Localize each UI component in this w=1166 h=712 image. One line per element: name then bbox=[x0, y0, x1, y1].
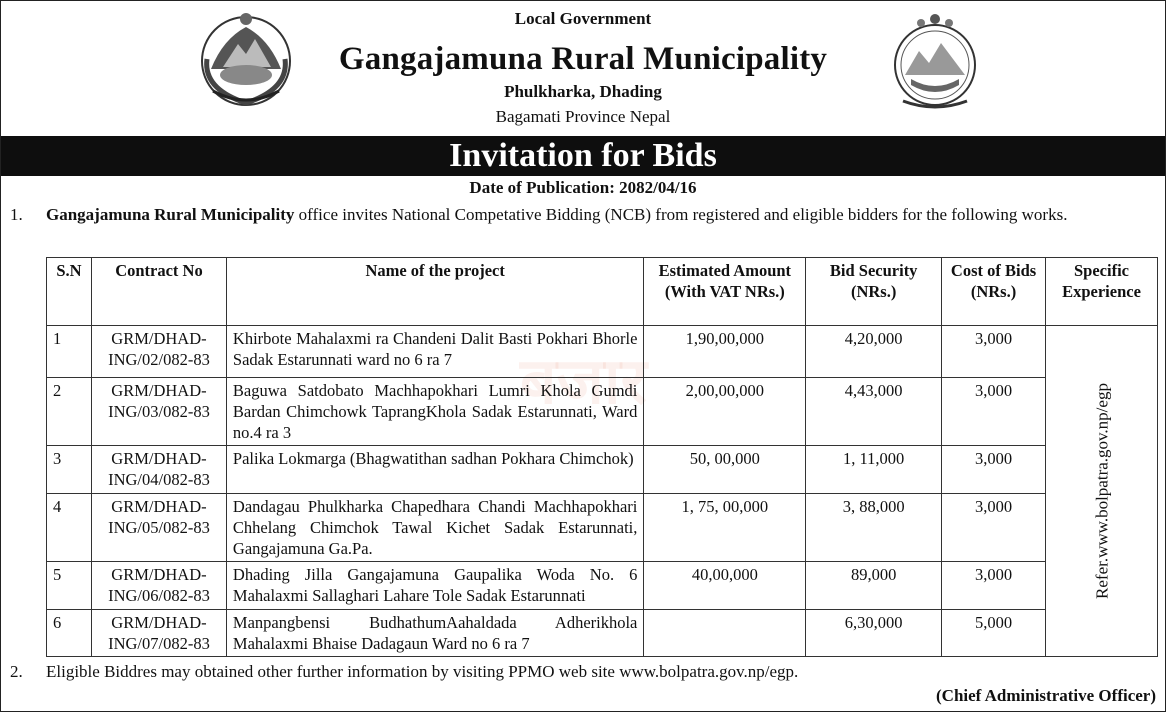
cell-sn: 5 bbox=[47, 561, 92, 609]
cell-cost: 5,000 bbox=[942, 609, 1046, 656]
publication-date: Date of Publication: 2082/04/16 bbox=[469, 178, 697, 197]
cell-sn: 3 bbox=[47, 446, 92, 493]
cell-cost: 3,000 bbox=[942, 378, 1046, 446]
table-row bbox=[47, 378, 1158, 446]
watermark: बजार bbox=[520, 345, 647, 419]
cell-security: 4,20,000 bbox=[806, 326, 942, 378]
cell-experience bbox=[1046, 326, 1158, 657]
paragraph-1-body: office invites National Competative Bidding (NCB) from registered and eligible bidders for the following works. bbox=[294, 205, 1068, 224]
cell-cost: 3,000 bbox=[942, 326, 1046, 378]
header-estimated: Estimated Amount (With VAT NRs.) bbox=[644, 258, 806, 326]
cell-security: 6,30,000 bbox=[806, 609, 942, 656]
cell-security: 4,43,000 bbox=[806, 378, 942, 446]
cell-contract: GRM/DHAD-ING/05/082-83 bbox=[91, 493, 226, 561]
cell-estimated: 1,90,00,000 bbox=[644, 326, 806, 378]
header bbox=[1, 1, 1165, 135]
paragraph-2-text: Eligible Biddres may obtained other further information by visiting PPMO web site www.bolpatra.gov.np/egp. bbox=[46, 662, 799, 681]
cell-contract: GRM/DHAD-ING/03/082-83 bbox=[91, 378, 226, 446]
experience-wrap bbox=[1046, 326, 1157, 656]
table-row bbox=[47, 326, 1158, 378]
paragraph-2 bbox=[10, 662, 798, 682]
cell-project: Palika Lokmarga (Bhagwatithan sadhan Pokhara Chimchok) bbox=[226, 446, 643, 493]
signature: (Chief Administrative Officer) bbox=[936, 686, 1156, 705]
cell-security: 3, 88,000 bbox=[806, 493, 942, 561]
municipality-logo bbox=[889, 9, 981, 117]
table-header-row bbox=[47, 258, 1158, 326]
table-row bbox=[47, 446, 1158, 493]
cell-project: Dhading Jilla Gangajamuna Gaupalika Woda No. 6 Mahalaxmi Sallaghari Lahare Tole Sadak Estarunnati bbox=[226, 561, 643, 609]
cell-contract: GRM/DHAD-ING/06/082-83 bbox=[91, 561, 226, 609]
header-sn: S.N bbox=[47, 258, 92, 326]
cell-sn: 4 bbox=[47, 493, 92, 561]
table-row bbox=[47, 493, 1158, 561]
cell-contract: GRM/DHAD-ING/07/082-83 bbox=[91, 609, 226, 656]
cell-project: Manpangbensi BudhathumAahaldada Adherikhola Mahalaxmi Bhaise Dadagaun Ward no 6 ra 7 bbox=[226, 609, 643, 656]
header-experience: Specific Experience bbox=[1046, 258, 1158, 326]
cell-cost: 3,000 bbox=[942, 446, 1046, 493]
paragraph-1-bold: Gangajamuna Rural Municipality bbox=[46, 205, 295, 224]
cell-sn: 6 bbox=[47, 609, 92, 656]
cell-estimated bbox=[644, 609, 806, 656]
cell-estimated: 2,00,00,000 bbox=[644, 378, 806, 446]
cell-cost: 3,000 bbox=[942, 493, 1046, 561]
cell-estimated: 40,00,000 bbox=[644, 561, 806, 609]
cell-estimated: 50, 00,000 bbox=[644, 446, 806, 493]
paragraph-1 bbox=[10, 203, 1158, 227]
paragraph-1-number: 1. bbox=[10, 205, 23, 224]
cell-sn: 1 bbox=[47, 326, 92, 378]
paragraph-1-text bbox=[46, 203, 1158, 227]
cell-contract: GRM/DHAD-ING/04/082-83 bbox=[91, 446, 226, 493]
cell-project: Dandagau Phulkharka Chapedhara Chandi Machhapokhari Chhelang Chimchok Tawal Kichet Sadak Estarunnati, Gangajamuna Ga.Pa. bbox=[226, 493, 643, 561]
province-label: Bagamati Province Nepal bbox=[495, 107, 671, 126]
location-label: Phulkharka, Dhading bbox=[504, 82, 662, 101]
header-security: Bid Security (NRs.) bbox=[806, 258, 942, 326]
paragraph-2-number: 2. bbox=[10, 662, 23, 681]
cell-contract: GRM/DHAD-ING/02/082-83 bbox=[91, 326, 226, 378]
bids-table bbox=[46, 257, 1158, 657]
cell-project: Khirbote Mahalaxmi ra Chandeni Dalit Basti Pokhari Bhorle Sadak Estarunnati ward no 6 ra 7 bbox=[226, 326, 643, 378]
local-government-label: Local Government bbox=[514, 9, 652, 28]
experience-note: Refer.www.bolpatra.gov.np/egp bbox=[1092, 383, 1111, 599]
cell-security: 89,000 bbox=[806, 561, 942, 609]
invitation-banner: Invitation for Bids bbox=[1, 136, 1165, 176]
header-contract: Contract No bbox=[91, 258, 226, 326]
cell-cost: 3,000 bbox=[942, 561, 1046, 609]
cell-project: Baguwa Satdobato Machhapokhari Lumri Khola Gumdi Bardan Chimchowk TaprangKhola Sadak Estarunnati, Ward no.4 ra 3 bbox=[226, 378, 643, 446]
table-row bbox=[47, 561, 1158, 609]
header-cost: Cost of Bids (NRs.) bbox=[942, 258, 1046, 326]
cell-sn: 2 bbox=[47, 378, 92, 446]
header-project: Name of the project bbox=[226, 258, 643, 326]
municipality-name: Gangajamuna Rural Municipality bbox=[338, 41, 828, 77]
table-row bbox=[47, 609, 1158, 656]
cell-security: 1, 11,000 bbox=[806, 446, 942, 493]
cell-estimated: 1, 75, 00,000 bbox=[644, 493, 806, 561]
